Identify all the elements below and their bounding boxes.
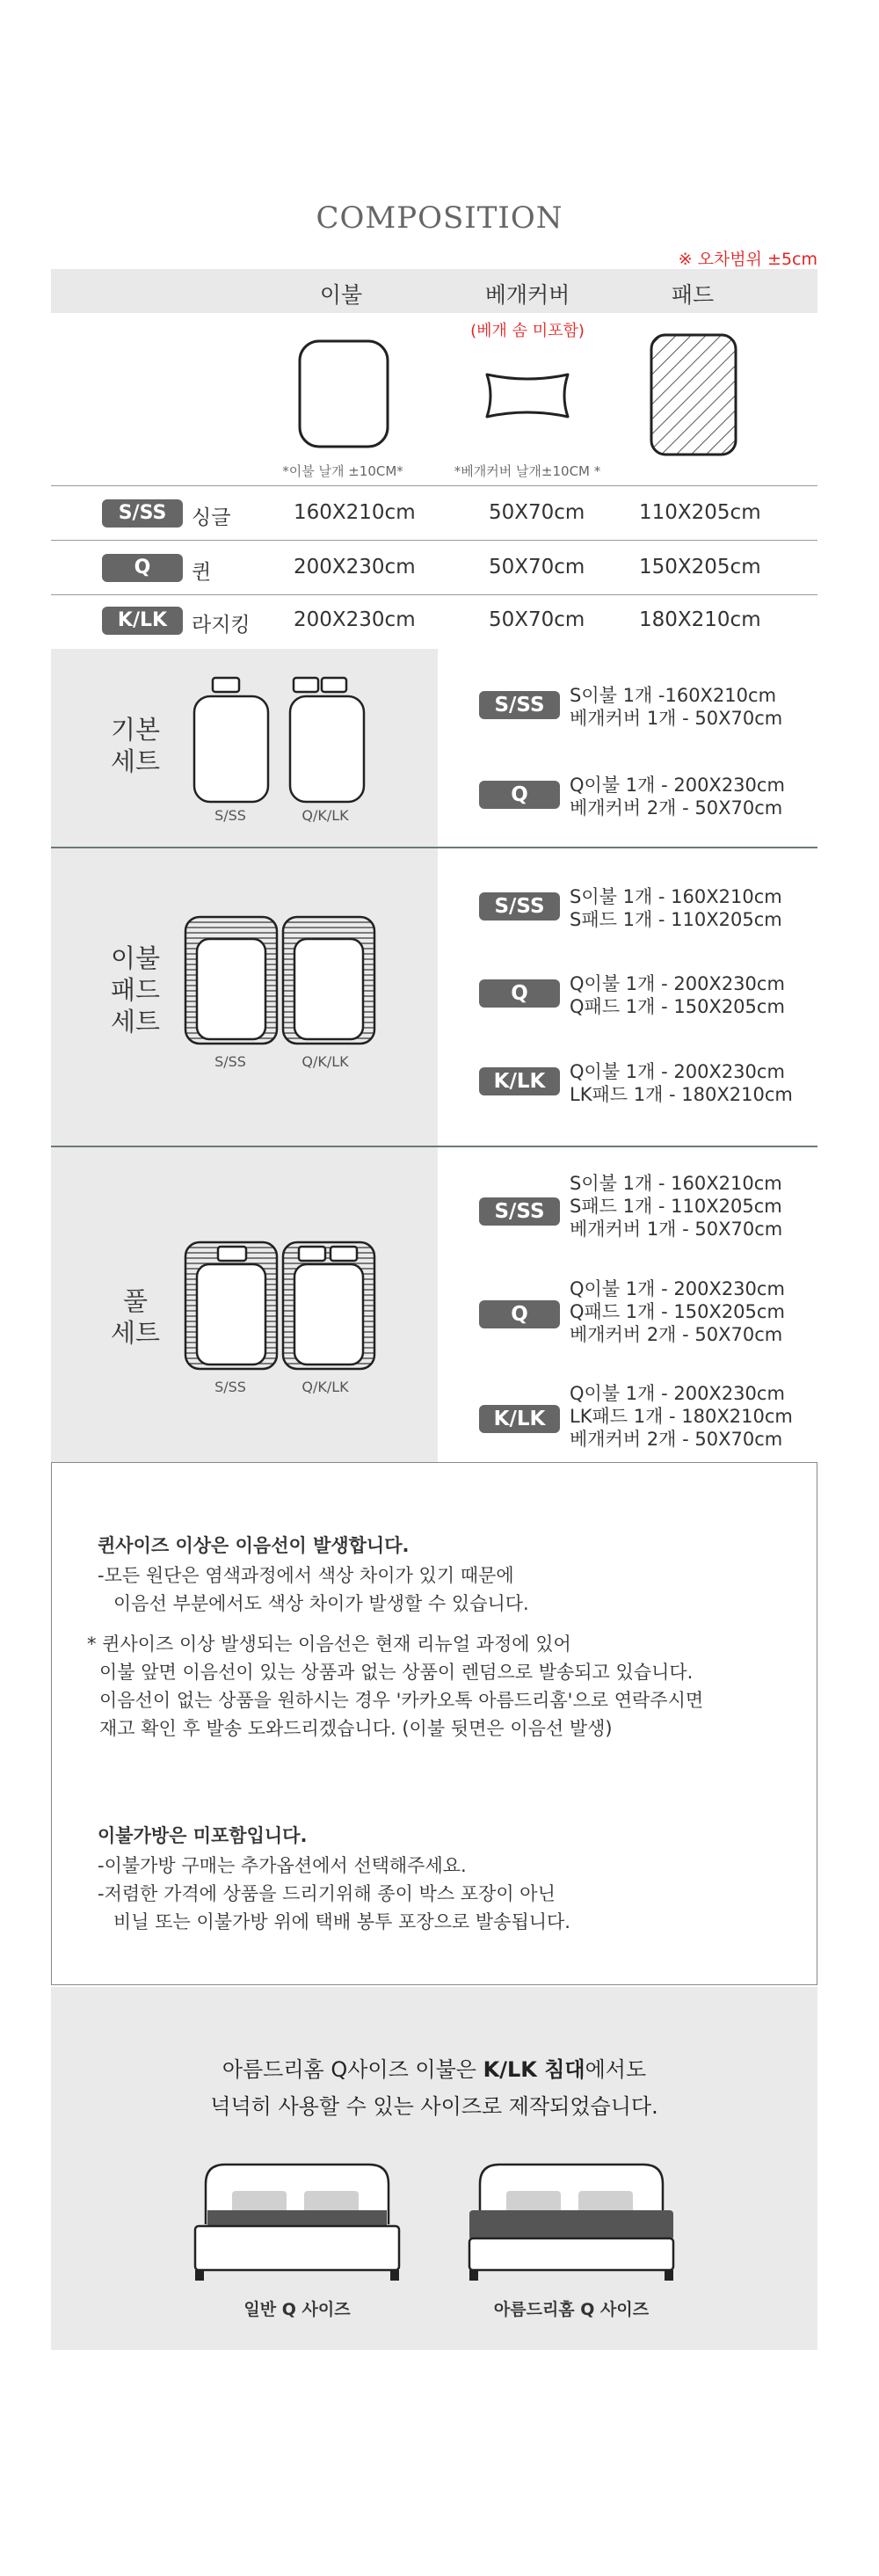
set-image-label: Q/K/LK	[301, 1379, 349, 1395]
full-set-bed-icon	[183, 1240, 378, 1373]
size-pillow: 50X70cm	[489, 501, 585, 524]
notice-red-line: 재고 확인 후 발송 도와드리겠습니다. (이불 뒷면은 이음선 발생)	[99, 1718, 613, 1739]
set-image-label: Q/K/LK	[301, 807, 349, 824]
set-image-label: S/SS	[214, 1053, 246, 1070]
notice-line: -이불가방 구매는 추가옵션에서 선택해주세요.	[98, 1855, 467, 1876]
set-size-badge: K/LK	[479, 1067, 560, 1095]
notice-line: 이음선 부분에서도 색상 차이가 발생할 수 있습니다.	[113, 1593, 529, 1614]
set-size-badge: Q	[479, 979, 560, 1008]
set-size-badge: S/SS	[479, 892, 560, 921]
size-pillow: 50X70cm	[489, 608, 585, 631]
set-spec: Q이불 1개 - 200X230cm 베개커버 2개 - 50X70cm	[570, 775, 785, 819]
set-size-badge: K/LK	[479, 1405, 560, 1433]
size-duvet: 200X230cm	[294, 608, 416, 631]
set-spec: Q이불 1개 - 200X230cm Q패드 1개 - 150X205cm 베개커버 2개 - 50X70cm	[570, 1278, 785, 1345]
size-pad: 150X205cm	[639, 556, 761, 579]
notice-box	[51, 1462, 817, 1985]
basic-set-bed-icon	[192, 675, 367, 805]
set-size-badge: S/SS	[479, 1197, 560, 1226]
comparison-text: 아름드리홈 Q사이즈 이불은 K/LK 침대에서도	[222, 2057, 647, 2082]
set-image-label: S/SS	[214, 807, 246, 824]
set-image-label: Q/K/LK	[301, 1053, 349, 1070]
pad-icon	[649, 332, 738, 457]
size-code-badge: Q	[102, 554, 183, 582]
ardreehome-q-bed-icon	[466, 2159, 677, 2282]
regular-q-bed-icon	[192, 2159, 403, 2282]
duvet-icon	[297, 338, 390, 449]
divider	[51, 485, 817, 486]
divider	[51, 540, 817, 541]
size-code-badge: K/LK	[102, 607, 183, 635]
set-name: 이불 패드 세트	[110, 943, 161, 1037]
notice-red-line: * 퀸사이즈 이상 발생되는 이음선은 현재 리뉴얼 과정에 있어	[87, 1634, 571, 1655]
set-name: 풀 세트	[110, 1286, 161, 1348]
pillow-filling-note: (베개 솜 미포함)	[470, 322, 585, 340]
duvet-caption: *이불 날개 ±10CM*	[282, 463, 403, 479]
size-duvet: 200X230cm	[294, 556, 416, 579]
ardreehome-q-label: 아름드리홈 Q 사이즈	[493, 2300, 650, 2319]
notice-red-line: 이음선이 없는 상품을 원하시는 경우 '카카오톡 아름드리홈'으로 연락주시면	[99, 1690, 704, 1711]
page-title: COMPOSITION	[316, 200, 563, 236]
size-pad: 180X210cm	[639, 608, 761, 631]
table-header	[51, 269, 817, 313]
duvet-pad-set-bed-icon	[183, 914, 378, 1048]
seam-notice-heading: 퀸사이즈 이상은 이음선이 발생합니다.	[98, 1535, 410, 1556]
size-name: 싱글	[192, 506, 231, 529]
size-pad: 110X205cm	[639, 501, 761, 524]
set-size-badge: Q	[479, 781, 560, 809]
notice-line: -모든 원단은 염색과정에서 색상 차이가 있기 때문에	[98, 1565, 514, 1586]
set-name: 기본 세트	[110, 715, 161, 776]
tolerance-note: ※ 오차범위 ±5cm	[678, 250, 817, 269]
size-duvet: 160X210cm	[294, 501, 416, 524]
size-code-badge: S/SS	[102, 499, 183, 528]
set-image-label: S/SS	[214, 1379, 246, 1395]
bag-notice-heading: 이불가방은 미포함입니다.	[98, 1825, 308, 1846]
pillow-caption: *베개커버 날개±10CM *	[454, 463, 601, 479]
set-spec: Q이불 1개 - 200X230cm LK패드 1개 - 180X210cm 베개커버 2개 - 50X70cm	[570, 1383, 793, 1450]
set-spec: S이불 1개 -160X210cm 베개커버 1개 - 50X70cm	[570, 685, 783, 729]
notice-line: 비닐 또는 이불가방 위에 택배 봉투 포장으로 발송됩니다.	[113, 1911, 570, 1932]
notice-red-line: 이불 앞면 이음선이 있는 상품과 없는 상품이 렌덤으로 발송되고 있습니다.	[99, 1662, 694, 1683]
divider	[51, 594, 817, 595]
size-comparison-panel	[51, 1987, 817, 2350]
pillowcover-icon	[482, 367, 573, 424]
comparison-text: 넉넉히 사용할 수 있는 사이즈로 제작되었습니다.	[210, 2094, 658, 2119]
header-pillowcover: 베개커버	[484, 282, 570, 308]
set-spec: Q이불 1개 - 200X230cm Q패드 1개 - 150X205cm	[570, 973, 785, 1017]
set-size-badge: S/SS	[479, 691, 560, 719]
header-pad: 패드	[671, 282, 715, 308]
size-name: 라지킹	[192, 614, 251, 637]
set-spec: Q이불 1개 - 200X230cm LK패드 1개 - 180X210cm	[570, 1061, 793, 1105]
set-size-badge: Q	[479, 1300, 560, 1328]
size-pillow: 50X70cm	[489, 556, 585, 579]
set-spec: S이불 1개 - 160X210cm S패드 1개 - 110X205cm 베개커버 1개 - 50X70cm	[570, 1173, 783, 1240]
size-name: 퀸	[192, 561, 212, 584]
set-spec: S이불 1개 - 160X210cm S패드 1개 - 110X205cm	[570, 886, 782, 930]
notice-line: -저렴한 가격에 상품을 드리기위해 종이 박스 포장이 아닌	[98, 1883, 556, 1904]
header-duvet: 이불	[319, 282, 363, 308]
regular-q-label: 일반 Q 사이즈	[243, 2300, 351, 2319]
